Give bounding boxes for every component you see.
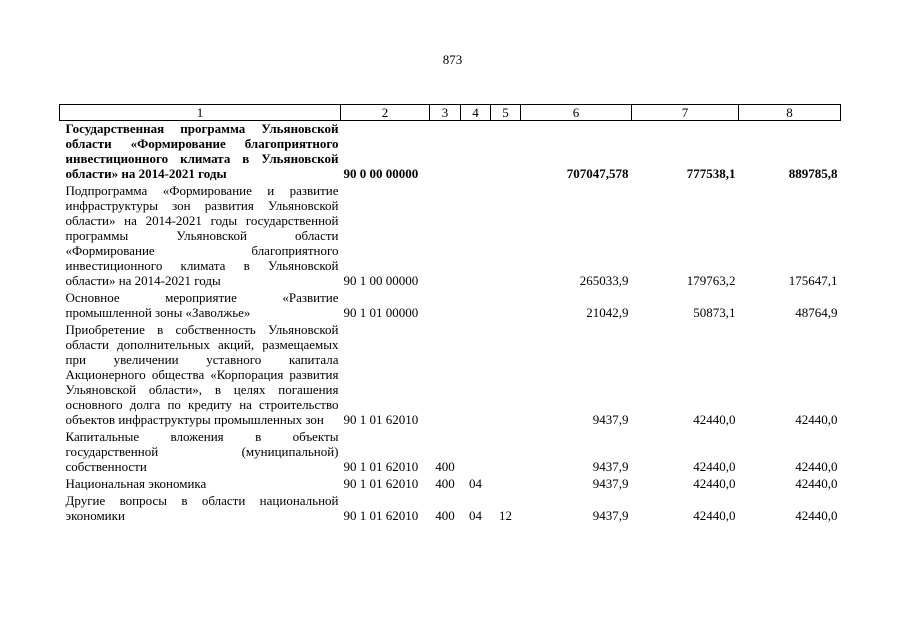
row-rz-code — [461, 121, 491, 184]
row-value-col6: 265033,9 — [579, 273, 629, 288]
row-value-col6: 9437,9 — [592, 476, 629, 491]
row-value-col7: 42440,0 — [693, 459, 736, 474]
column-header-6: 6 — [521, 105, 632, 121]
row-pr-code — [491, 429, 521, 476]
row-value-col6: 707047,578 — [566, 166, 629, 181]
column-header-7: 7 — [632, 105, 739, 121]
row-value-col8: 42440,0 — [795, 459, 838, 474]
row-name: Приобретение в собственность Ульяновской области дополнительных акций, размещаемых при увеличении уставного капитала Акционерного общества «Корпорация развития Ульяновской области», в целях погашения основного долга по кредиту на строительство объектов инфраструктуры промышленных зон — [65, 322, 339, 427]
row-value-col7: 42440,0 — [693, 476, 736, 491]
row-rz-code: 04 — [469, 476, 482, 491]
header-row — [60, 105, 841, 121]
row-rz-code — [461, 183, 491, 290]
row-rz-code — [461, 429, 491, 476]
column-header-5: 5 — [491, 105, 521, 121]
row-name: Национальная экономика — [65, 476, 207, 491]
page-number: 873 — [442, 52, 463, 67]
table-row — [60, 493, 841, 525]
row-rz-code — [461, 290, 491, 322]
row-vr-code — [430, 322, 461, 429]
budget-table — [59, 104, 841, 525]
row-value-col7: 179763,2 — [686, 273, 736, 288]
row-value-col8: 42440,0 — [795, 412, 838, 427]
column-header-2: 2 — [341, 105, 430, 121]
row-value-col8: 48764,9 — [795, 305, 838, 320]
table-row — [60, 121, 841, 184]
row-name: Другие вопросы в области национальной экономики — [65, 493, 339, 523]
row-name: Капитальные вложения в объекты государственной (муниципальной) собственности — [65, 429, 339, 474]
column-header-3: 3 — [430, 105, 461, 121]
row-value-col6: 9437,9 — [592, 508, 629, 523]
row-pr-code — [491, 322, 521, 429]
row-pr-code — [491, 476, 521, 493]
table-row — [60, 476, 841, 493]
row-value-col7: 50873,1 — [693, 305, 736, 320]
row-vr-code: 400 — [435, 508, 455, 523]
row-pr-code — [491, 290, 521, 322]
row-vr-code — [430, 121, 461, 184]
row-value-col8: 175647,1 — [788, 273, 838, 288]
column-header-8: 8 — [739, 105, 841, 121]
table-row — [60, 183, 841, 290]
row-vr-code: 400 — [435, 459, 455, 474]
row-csr-code: 90 1 01 62010 — [343, 508, 419, 523]
table-row — [60, 290, 841, 322]
row-pr-code — [491, 121, 521, 184]
row-vr-code: 400 — [435, 476, 455, 491]
row-value-col7: 42440,0 — [693, 508, 736, 523]
row-csr-code: 90 0 00 00000 — [343, 166, 419, 181]
row-vr-code — [430, 183, 461, 290]
column-header-4: 4 — [461, 105, 491, 121]
row-rz-code — [461, 322, 491, 429]
row-value-col6: 9437,9 — [592, 412, 629, 427]
table-row — [60, 322, 841, 429]
row-csr-code: 90 1 01 62010 — [343, 476, 419, 491]
row-vr-code — [430, 290, 461, 322]
row-value-col7: 42440,0 — [693, 412, 736, 427]
row-pr-code — [491, 183, 521, 290]
row-value-col8: 42440,0 — [795, 508, 838, 523]
column-header-1: 1 — [60, 105, 341, 121]
row-csr-code: 90 1 01 62010 — [343, 459, 419, 474]
row-name: Подпрограмма «Формирование и развитие инфраструктуры зон развития Ульяновской области» на 2014-2021 годы государственной программы Ульяновской области «Формирование благоприятного инвестиционного климата в Ульяновской области» на 2014-2021 годы — [65, 183, 339, 288]
row-csr-code: 90 1 00 00000 — [343, 273, 419, 288]
row-csr-code: 90 1 01 00000 — [343, 305, 419, 320]
row-value-col8: 889785,8 — [788, 166, 838, 181]
table-row — [60, 429, 841, 476]
row-value-col6: 9437,9 — [592, 459, 629, 474]
row-value-col7: 777538,1 — [686, 166, 736, 181]
row-pr-code: 12 — [499, 508, 512, 523]
row-csr-code: 90 1 01 62010 — [343, 412, 419, 427]
row-name: Основное мероприятие «Развитие промышленной зоны «Заволжье» — [65, 290, 339, 320]
row-rz-code: 04 — [469, 508, 482, 523]
row-value-col8: 42440,0 — [795, 476, 838, 491]
row-value-col6: 21042,9 — [586, 305, 629, 320]
row-name: Государственная программа Ульяновской области «Формирование благоприятного инвестиционного климата в Ульяновской области» на 2014-2021 годы — [65, 121, 339, 181]
